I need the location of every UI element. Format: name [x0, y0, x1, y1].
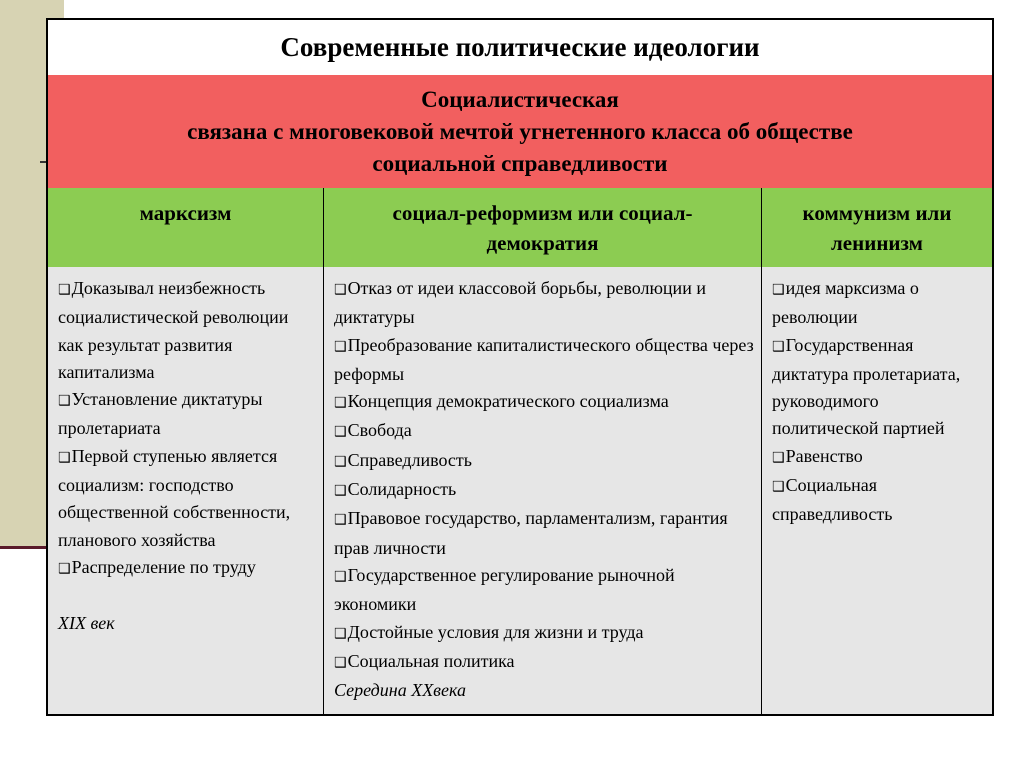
checkbox-bullet-icon: ❑: [334, 395, 347, 412]
checkbox-bullet-icon: ❑: [772, 282, 785, 298]
list-item: ❑Преобразование капиталистического общества через реформы: [334, 334, 754, 384]
social-democracy-cell: [324, 267, 762, 714]
checkbox-bullet-icon: ❑: [334, 654, 347, 671]
list-item: ❑Достойные условия для жизни и труда: [334, 621, 644, 642]
header-social-democracy-text: социал-реформизм или социал-демократия: [392, 201, 693, 255]
socialist-desc-line: связана с многовековой мечтой угнетенного класса об обществе: [187, 118, 853, 144]
checkbox-bullet-icon: ❑: [58, 449, 71, 466]
socialist-header: [48, 75, 992, 189]
checkbox-bullet-icon: ❑: [334, 512, 347, 529]
checkbox-bullet-icon: ❑: [334, 568, 347, 585]
checkbox-bullet-icon: ❑: [772, 479, 785, 496]
column-contents: [48, 267, 992, 714]
checkbox-bullet-icon: ❑: [58, 560, 71, 577]
checkbox-bullet-icon: ❑: [772, 449, 785, 466]
era-label: XIX век: [58, 613, 115, 634]
list-item: ❑Свобода: [334, 420, 412, 441]
era-label: Середина ХХвека: [334, 680, 466, 701]
checkbox-bullet-icon: ❑: [58, 282, 71, 298]
list-item: ❑Доказывал неизбежность социалистической революции как результат развития капитализма: [58, 278, 289, 382]
marxism-cell: [48, 267, 324, 714]
list-item: ❑Социальная политика: [334, 650, 515, 671]
checkbox-bullet-icon: ❑: [334, 453, 347, 470]
column-headers: [48, 188, 992, 268]
list-item: ❑Отказ от идеи классовой борьбы, революции и диктатуры: [334, 278, 706, 328]
checkbox-bullet-icon: ❑: [334, 625, 347, 642]
checkbox-bullet-icon: ❑: [58, 393, 71, 410]
header-marxism: марксизм: [48, 188, 324, 267]
decorative-side-line: [0, 546, 48, 549]
list-item: ❑Первой ступенью является социализм: господство общественной собственности, планового хозяйства: [58, 445, 291, 550]
socialist-title: Социалистическая: [421, 86, 619, 112]
list-item: ❑Установление диктатуры пролетариата: [58, 389, 263, 439]
header-communism: [762, 188, 992, 267]
header-social-democracy: [324, 188, 762, 267]
checkbox-bullet-icon: ❑: [334, 483, 347, 500]
checkbox-bullet-icon: ❑: [334, 282, 347, 298]
list-item: ❑Государственная диктатура пролетариата, руководимого политической партией: [772, 334, 961, 439]
checkbox-bullet-icon: ❑: [772, 338, 785, 355]
list-item: ❑идея марксизма о революции: [772, 278, 919, 328]
list-item: ❑Справедливость: [334, 449, 472, 470]
list-item: ❑Правовое государство, парламентализм, гарантия прав личности: [334, 508, 728, 558]
list-item: ❑Социальная справедливость: [772, 475, 893, 525]
list-item: ❑Государственное регулирование рыночной экономики: [334, 564, 675, 615]
list-item: ❑Солидарность: [334, 479, 457, 500]
list-item: ❑Распределение по труду: [58, 556, 256, 577]
checkbox-bullet-icon: ❑: [334, 424, 347, 441]
communism-cell: [762, 267, 992, 714]
list-item: ❑Равенство: [772, 445, 863, 466]
list-item: ❑Концепция демократического социализма: [334, 391, 669, 412]
checkbox-bullet-icon: ❑: [334, 338, 347, 355]
header-communism-text: коммунизм или ленинизм: [802, 201, 952, 255]
socialist-desc-line: социальной справедливости: [372, 150, 668, 176]
table-title: Современные политические идеологии: [48, 20, 992, 76]
ideologies-table: [46, 18, 994, 716]
